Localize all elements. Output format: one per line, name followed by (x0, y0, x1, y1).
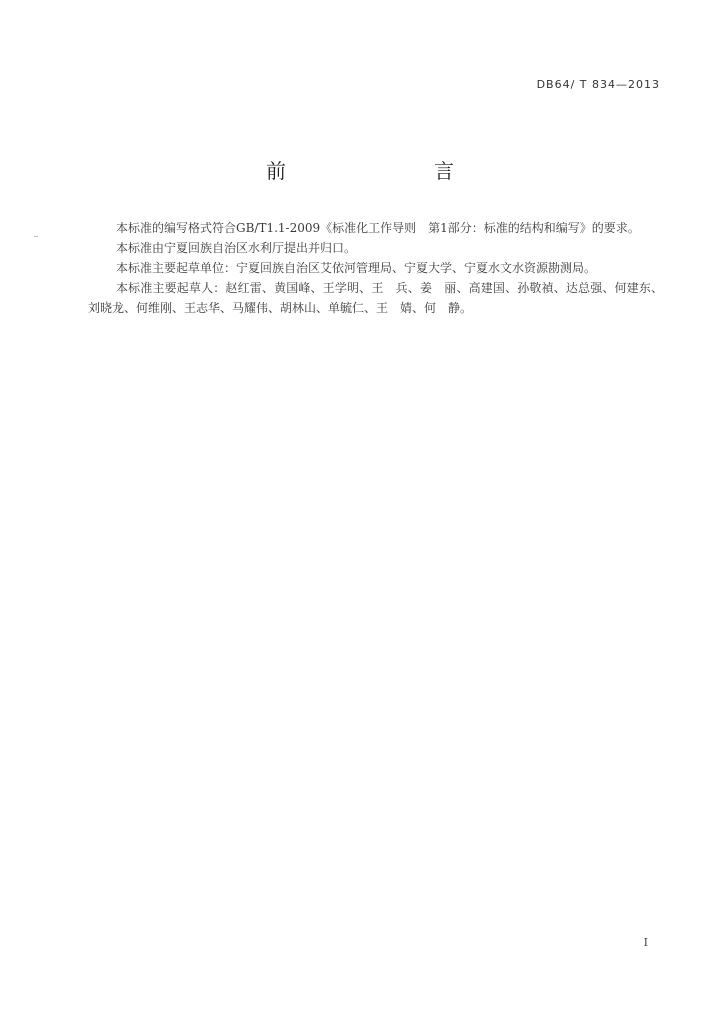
page-number: I (643, 936, 648, 949)
scan-speck (34, 236, 38, 237)
page-title: 前 言 (266, 159, 490, 183)
foreword-body (88, 218, 663, 318)
standard-number: DB64/ T 834—2013 (536, 78, 660, 91)
paragraph-drafting-units: 本标准主要起草单位：宁夏回族自治区艾依河管理局、宁夏大学、宁夏水文水资源勘测局。 (116, 261, 597, 275)
paragraph-format-compliance: 本标准的编写格式符合GB/T1.1-2009《标准化工作导则 第1部分：标准的结构和编写》的要求。 (116, 221, 640, 235)
paragraph-proposer: 本标准由宁夏回族自治区水利厅提出并归口。 (116, 241, 357, 255)
paragraph-drafters: 本标准主要起草人：赵红雷、黄国峰、王学明、王 兵、姜 丽、高建国、孙敬禎、达总强、何建东、刘晓龙、何维刚、王志华、马耀伟、胡林山、单毓仁、王 婧、何 静。 (88, 281, 663, 315)
